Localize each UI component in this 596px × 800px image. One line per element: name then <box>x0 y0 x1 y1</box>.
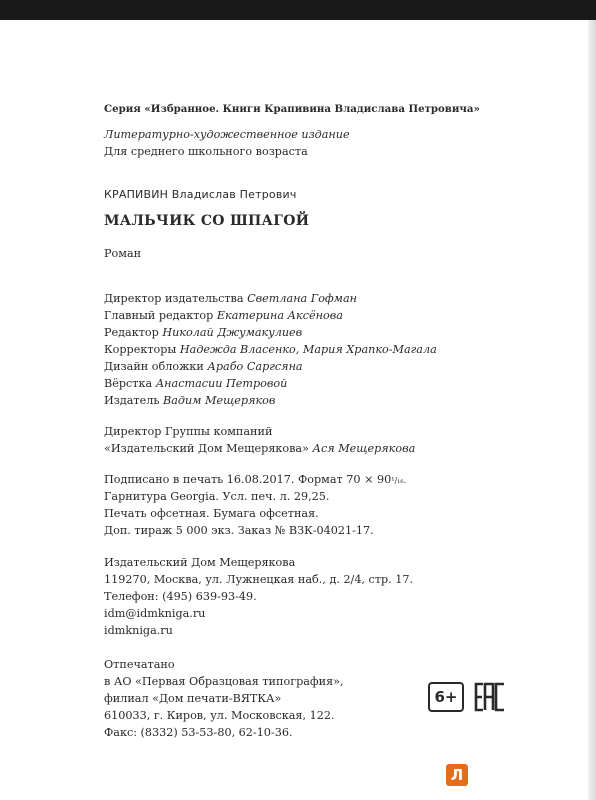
credit-name: Вадим Мещеряков <box>163 394 276 407</box>
age-group: Для среднего школьного возраста <box>104 145 308 158</box>
publisher-email: idm@idmkniga.ru <box>104 607 206 620</box>
labirint-logo-icon: Л <box>446 764 468 786</box>
credit-name: Надежда Власенко, Мария Храпко-Магала <box>179 343 437 356</box>
genre: Роман <box>104 247 142 260</box>
group-company-name: «Издательский Дом Мещерякова» <box>104 442 309 455</box>
publisher-name: Издательский Дом Мещерякова <box>104 556 296 569</box>
series-line: Серия «Избранное. Книги Крапивина Владислава Петровича» <box>104 103 480 115</box>
signed-for-print <box>104 471 406 489</box>
credit-line <box>104 392 275 409</box>
credit-role: Директор издательства <box>104 292 244 305</box>
typeface-info: Гарнитура Georgia. Усл. печ. л. 29,25. <box>104 490 330 503</box>
certification-badges <box>428 680 506 714</box>
printer-fax: Факс: (8332) 53-53-80, 62-10-36. <box>104 726 293 739</box>
age-rating-badge: 6+ <box>428 682 464 712</box>
credit-name: Арабо Саргсяна <box>207 360 303 373</box>
scan-top-edge <box>0 0 596 20</box>
book-title: МАЛЬЧИК СО ШПАГОЙ <box>104 213 310 229</box>
printer-line-2: в АО «Первая Образцовая типография», <box>104 675 344 688</box>
author: КРАПИВИН Владислав Петрович <box>104 188 297 201</box>
credit-name: Екатерина Аксёнова <box>216 309 343 322</box>
scan-right-edge <box>588 20 596 800</box>
credit-role: Главный редактор <box>104 309 214 322</box>
publisher-address: 119270, Москва, ул. Лужнецкая наб., д. 2/4, стр. 17. <box>104 573 414 586</box>
credit-line <box>104 324 302 341</box>
group-director-title: Директор Группы компаний <box>104 425 273 438</box>
eac-conformity-mark-icon <box>474 682 506 712</box>
format-fraction: ¹/₁₆. <box>391 476 407 485</box>
credit-role: Корректоры <box>104 343 177 356</box>
signed-text: Подписано в печать 16.08.2017. Формат 70 × 90 <box>104 473 392 486</box>
print-run: Доп. тираж 5 000 экз. Заказ № ВЗК-04021-17. <box>104 524 374 537</box>
credit-role: Дизайн обложки <box>104 360 204 373</box>
credit-line <box>104 341 437 358</box>
printer-line-1: Отпечатано <box>104 658 175 671</box>
credit-role: Вёрстка <box>104 377 153 390</box>
print-method: Печать офсетная. Бумага офсетная. <box>104 507 319 520</box>
printer-line-4: 610033, г. Киров, ул. Московская, 122. <box>104 709 335 722</box>
edition-type: Литературно-художественное издание <box>104 128 350 141</box>
group-director-line <box>104 440 415 457</box>
credit-name: Николай Джумакулиев <box>162 326 303 339</box>
credit-role: Редактор <box>104 326 159 339</box>
credit-line <box>104 307 343 324</box>
printer-line-3: филиал «Дом печати-ВЯТКА» <box>104 692 282 705</box>
credit-line <box>104 290 357 307</box>
credit-line <box>104 375 287 392</box>
credit-line <box>104 358 303 375</box>
credit-name: Светлана Гофман <box>247 292 357 305</box>
credit-role: Издатель <box>104 394 160 407</box>
credit-name: Анастасии Петровой <box>155 377 288 390</box>
group-director-name: Ася Мещерякова <box>312 442 416 455</box>
publisher-phone: Телефон: (495) 639-93-49. <box>104 590 257 603</box>
publisher-website: idmkniga.ru <box>104 624 173 637</box>
